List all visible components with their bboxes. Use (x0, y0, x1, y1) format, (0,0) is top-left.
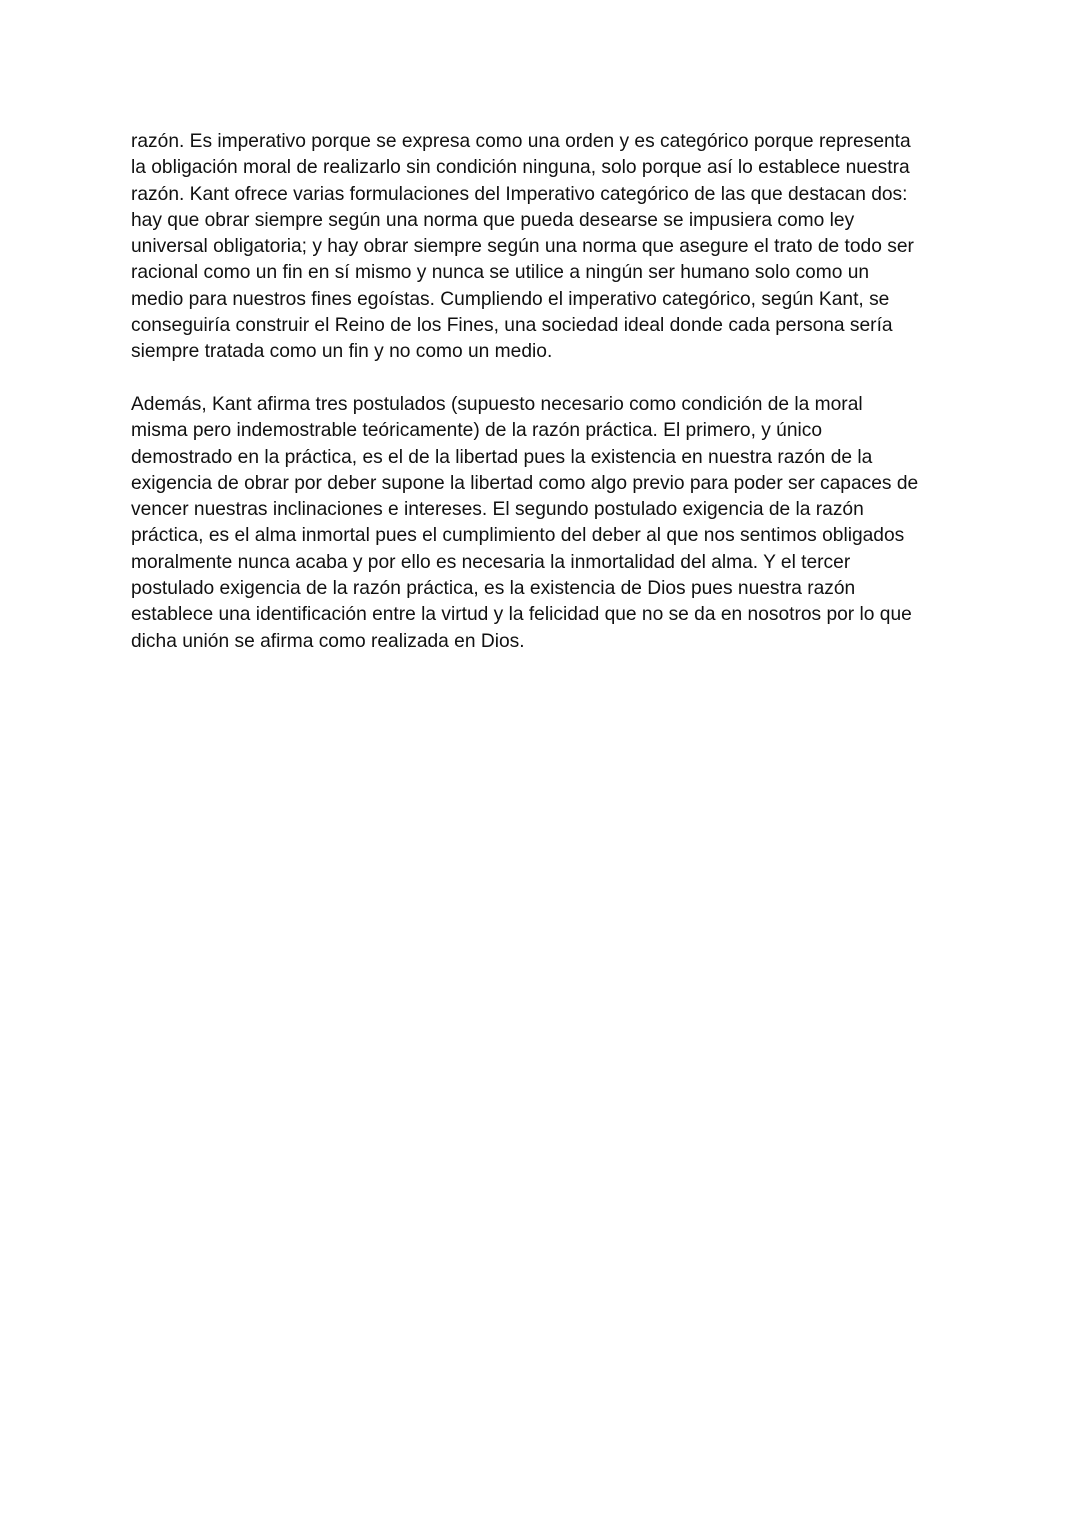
text-line: demostrado en la práctica, es el de la libertad pues la existencia en nuestra razón de la (131, 446, 873, 468)
text-line: la obligación moral de realizarlo sin condición ninguna, solo porque así lo establece nuestra (131, 157, 910, 179)
text-line: exigencia de obrar por deber supone la libertad como algo previo para poder ser capaces de (131, 472, 919, 494)
text-line: hay que obrar siempre según una norma que pueda desearse se impusiera como ley (131, 209, 855, 231)
text-line: razón. Kant ofrece varias formulaciones del Imperativo categórico de las que destacan dos: (131, 183, 908, 205)
text-line: medio para nuestros fines egoístas. Cumpliendo el imperativo categórico, según Kant, se (131, 288, 890, 310)
text-line: Además, Kant afirma tres postulados (supuesto necesario como condición de la moral (131, 393, 863, 415)
text-line: establece una identificación entre la virtud y la felicidad que no se da en nosotros por lo que (131, 604, 912, 626)
text-line: misma pero indemostrable teóricamente) de la razón práctica. El primero, y único (131, 420, 823, 442)
text-line: práctica, es el alma inmortal pues el cumplimiento del deber al que nos sentimos obligados (131, 525, 905, 547)
paragraph-postulados (131, 392, 961, 655)
text-line: moralmente nunca acaba y por ello es necesaria la inmortalidad del alma. Y el tercer (131, 551, 851, 573)
text-line: siempre tratada como un fin y no como un medio. (131, 341, 553, 363)
text-line: dicha unión se afirma como realizada en Dios. (131, 630, 525, 652)
paragraph-imperativo-categorico (131, 129, 961, 366)
text-line: conseguiría construir el Reino de los Fines, una sociedad ideal donde cada persona sería (131, 315, 893, 337)
document-body (131, 129, 961, 655)
text-line: vencer nuestras inclinaciones e intereses. El segundo postulado exigencia de la razón (131, 499, 864, 521)
text-line: postulado exigencia de la razón práctica, es la existencia de Dios pues nuestra razón (131, 578, 856, 600)
text-line: racional como un fin en sí mismo y nunca se utilice a ningún ser humano solo como un (131, 262, 870, 284)
text-line: universal obligatoria; y hay obrar siempre según una norma que asegure el trato de todo ser (131, 236, 914, 258)
text-line: razón. Es imperativo porque se expresa como una orden y es categórico porque representa (131, 131, 911, 152)
